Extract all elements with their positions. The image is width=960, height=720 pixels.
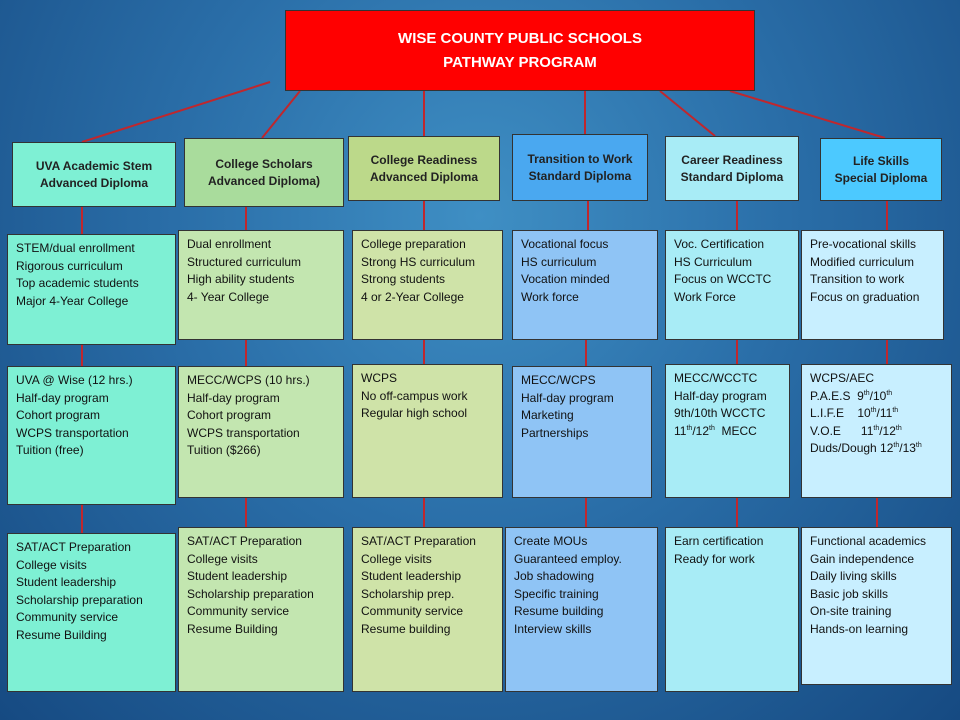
cell-line: Partnerships <box>521 425 589 440</box>
cell-life-activities <box>801 527 952 685</box>
cell-line: Specific training <box>514 586 599 601</box>
header-line: Special Diploma <box>834 170 928 185</box>
header-line: Career Readiness <box>681 152 783 167</box>
cell-line: UVA @ Wise (12 hrs.) <box>16 373 133 387</box>
cell-line: MECC/WCPS (10 hrs.) <box>187 373 310 387</box>
cell-line: Focus on graduation <box>810 289 920 304</box>
cell-line: Cohort program <box>16 408 101 422</box>
cell-line: Vocational focus <box>521 237 609 251</box>
title-line-2: PATHWAY PROGRAM <box>443 53 597 71</box>
header-line: Life Skills <box>852 153 910 168</box>
cell-line: On-site training <box>810 604 892 618</box>
cell-line: Guaranteed employ. <box>514 551 622 566</box>
cell-line: Ready for work <box>674 551 755 566</box>
cell-line: Resume Building <box>16 627 107 642</box>
cell-line: 9th/10th WCCTC <box>674 406 766 420</box>
cell-line: Half-day program <box>187 390 280 405</box>
cell-line: HS Curriculum <box>674 254 753 269</box>
cell-line: Top academic students <box>16 276 139 290</box>
cell-line: Regular high school <box>361 406 468 420</box>
cell-line: Modified curriculum <box>810 254 915 269</box>
cell-line: Student leadership <box>361 569 462 583</box>
cell-line: Scholarship preparation <box>16 592 143 607</box>
cell-transition-overview <box>512 230 658 340</box>
cell-career-program <box>665 364 790 498</box>
cell-line: Pre-vocational skills <box>810 237 917 251</box>
cell-line: Tuition ($266) <box>187 443 261 457</box>
cell-line: Marketing <box>521 408 574 422</box>
cell-line: Cohort program <box>187 408 272 422</box>
cell-line: College visits <box>361 551 432 566</box>
cell-line: Focus on WCCTC <box>674 272 772 286</box>
cell-line: Community service <box>16 610 119 624</box>
header-line: Transition to Work <box>527 151 633 166</box>
cell-line: WCPS <box>361 371 397 385</box>
cell-readiness-overview <box>352 230 503 340</box>
header-line: UVA Academic Stem <box>35 158 153 173</box>
cell-line: Rigorous curriculum <box>16 258 123 273</box>
cell-uva-program <box>7 366 176 505</box>
cell-line: Tuition (free) <box>16 443 84 457</box>
cell-line: Job shadowing <box>514 569 595 583</box>
cell-line: Major 4-Year College <box>16 293 129 308</box>
cell-line: SAT/ACT Preparation <box>361 534 476 548</box>
cell-line: Vocation minded <box>521 272 610 286</box>
cell-line: Resume building <box>514 604 604 618</box>
cell-line: College preparation <box>361 237 466 251</box>
cell-line: Voc. Certification <box>674 237 765 251</box>
cell-line: Half-day program <box>16 390 109 405</box>
cell-uva-overview <box>7 234 176 345</box>
cell-line: Transition to work <box>810 272 905 286</box>
cell-line: Daily living skills <box>810 569 897 583</box>
cell-line: Scholarship prep. <box>361 586 455 601</box>
cell-line: Gain independence <box>810 551 915 566</box>
header-line: College Scholars <box>215 156 313 171</box>
cell-line: Scholarship preparation <box>187 586 314 601</box>
cell-transition-program <box>512 366 652 498</box>
cell-line: Hands-on learning <box>810 621 909 636</box>
cell-line: Interview skills <box>514 621 592 636</box>
header-college-scholars <box>184 138 344 207</box>
cell-line: Student leadership <box>187 569 288 583</box>
cell-line: Functional academics <box>810 534 927 548</box>
cell-line: 4- Year College <box>187 289 270 304</box>
cell-line: Community service <box>187 604 290 618</box>
header-line: Standard Diploma <box>528 168 632 183</box>
cell-line: WCPS transportation <box>16 425 129 440</box>
cell-line: Create MOUs <box>514 534 588 548</box>
header-line: College Readiness <box>370 152 478 167</box>
cell-line: High ability students <box>187 272 295 286</box>
cell-line: Basic job skills <box>810 586 889 601</box>
cell-line: SAT/ACT Preparation <box>187 534 302 548</box>
cell-line: Student leadership <box>16 575 117 589</box>
cell-line: Structured curriculum <box>187 254 302 269</box>
cell-line: 11th/12th MECC <box>674 423 757 438</box>
header-line: Standard Diploma <box>680 169 784 184</box>
cell-uva-activities <box>7 533 176 692</box>
cell-line: Work force <box>521 289 579 304</box>
cell-line: Dual enrollment <box>187 237 272 251</box>
header-college-readiness <box>348 136 500 201</box>
cell-line: Duds/Dough 12th/13th <box>810 441 922 455</box>
cell-line: College visits <box>187 551 258 566</box>
cell-scholars-program <box>178 366 344 498</box>
header-life-skills <box>820 138 942 201</box>
title-line-1: WISE COUNTY PUBLIC SCHOOLS <box>398 29 642 47</box>
cell-line: WCPS transportation <box>187 425 300 440</box>
cell-line: HS curriculum <box>521 254 597 269</box>
cell-readiness-program <box>352 364 503 498</box>
cell-line: Earn certification <box>674 534 764 548</box>
cell-line: Half-day program <box>674 388 767 403</box>
header-line: Advanced Diploma <box>39 175 149 190</box>
header-career-readiness <box>665 136 799 201</box>
cell-line: 4 or 2-Year College <box>361 289 464 304</box>
cell-line: Community service <box>361 604 464 618</box>
cell-scholars-overview <box>178 230 344 340</box>
cell-readiness-activities <box>352 527 503 692</box>
cell-line: WCPS/AEC <box>810 371 875 385</box>
cell-line: MECC/WCPS <box>521 373 596 387</box>
cell-line: Strong students <box>361 272 446 286</box>
cell-line: L.I.F.E 10th/11th <box>810 406 899 420</box>
program-title <box>285 10 755 91</box>
header-line: Advanced Diploma) <box>207 173 321 188</box>
cell-line: MECC/WCCTC <box>674 371 758 385</box>
cell-line: Work Force <box>674 289 736 304</box>
cell-life-overview <box>801 230 944 340</box>
header-uva-academic-stem <box>12 142 176 207</box>
cell-line: P.A.E.S 9th/10th <box>810 388 893 403</box>
header-line: Advanced Diploma <box>369 169 479 184</box>
cell-line: V.O.E 11th/12th <box>810 423 902 438</box>
cell-life-program <box>801 364 952 498</box>
cell-line: Resume building <box>361 621 451 636</box>
cell-career-overview <box>665 230 799 340</box>
cell-transition-activities <box>505 527 658 692</box>
cell-line: No off-campus work <box>361 388 468 403</box>
cell-line: Half-day program <box>521 390 614 405</box>
cell-line: SAT/ACT Preparation <box>16 540 131 554</box>
cell-scholars-activities <box>178 527 344 692</box>
header-transition-to-work <box>512 134 648 201</box>
cell-line: Resume Building <box>187 621 278 636</box>
cell-line: College visits <box>16 557 87 572</box>
cell-line: Strong HS curriculum <box>361 254 476 269</box>
cell-career-activities <box>665 527 799 692</box>
cell-line: STEM/dual enrollment <box>16 241 135 255</box>
